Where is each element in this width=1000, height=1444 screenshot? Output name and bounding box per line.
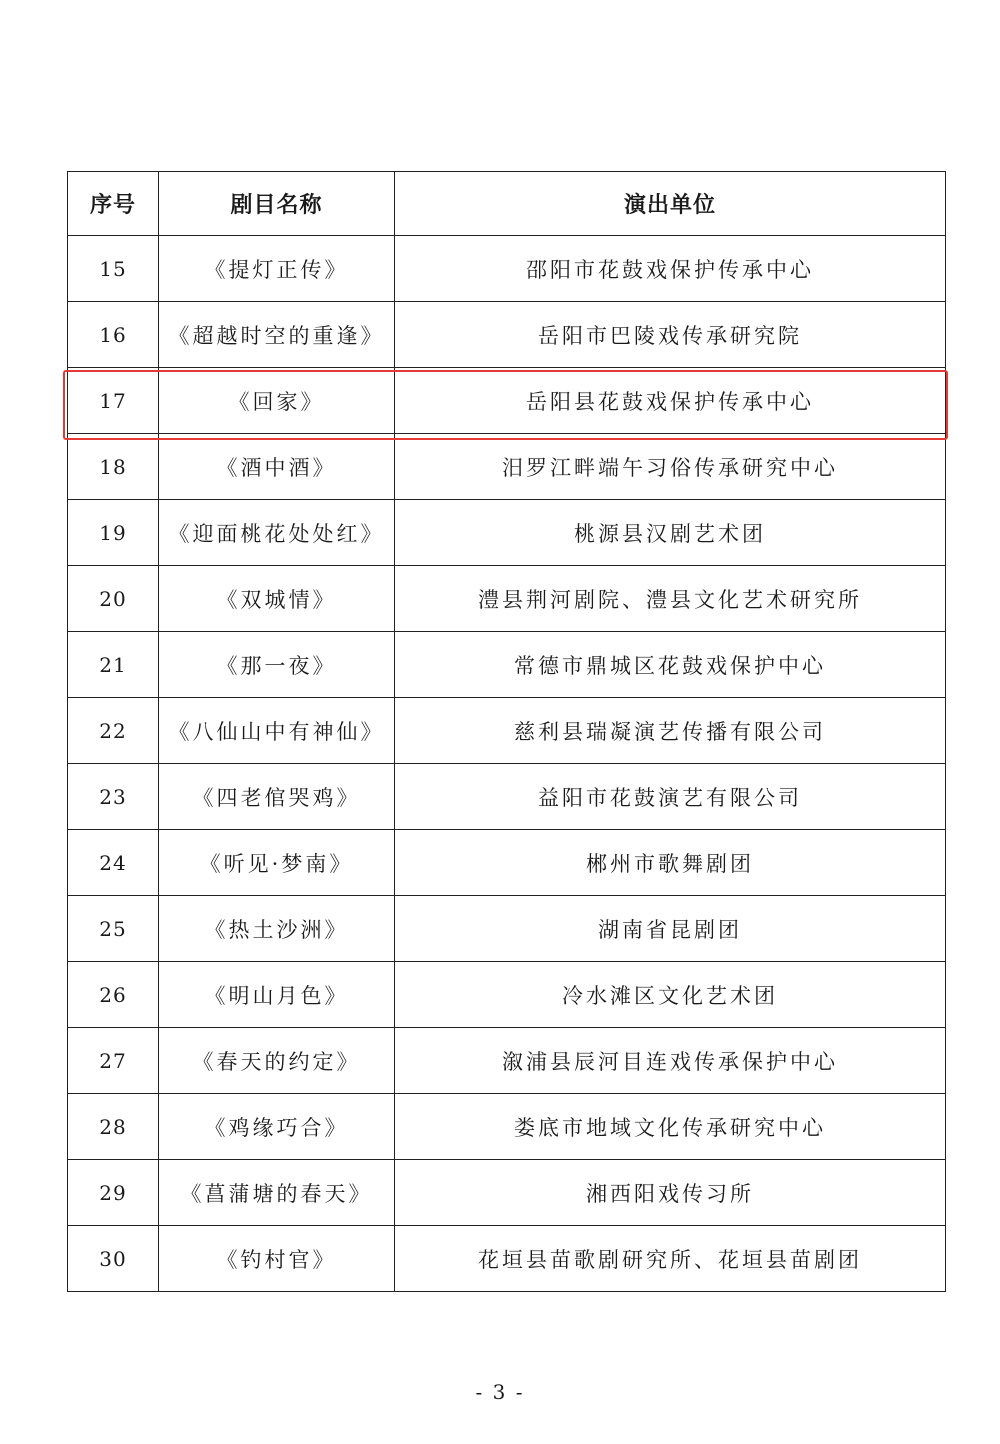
- cell-title: 《四老倌哭鸡》: [159, 764, 395, 830]
- cell-serial: 26: [68, 962, 159, 1028]
- cell-title: 《春天的约定》: [159, 1028, 395, 1094]
- table-row: [68, 830, 946, 896]
- cell-title: 《钓村官》: [159, 1226, 395, 1292]
- header-serial: 序号: [68, 172, 159, 236]
- cell-serial: 21: [68, 632, 159, 698]
- cell-serial: 25: [68, 896, 159, 962]
- table-row: [68, 764, 946, 830]
- cell-unit: 常德市鼎城区花鼓戏保护中心: [395, 632, 946, 698]
- cell-serial: 27: [68, 1028, 159, 1094]
- cell-unit: 汨罗江畔端午习俗传承研究中心: [395, 434, 946, 500]
- cell-unit: 邵阳市花鼓戏保护传承中心: [395, 236, 946, 302]
- table-row-highlighted: [68, 368, 946, 434]
- table-row: [68, 1226, 946, 1292]
- cell-unit: 冷水滩区文化艺术团: [395, 962, 946, 1028]
- cell-title: 《回家》: [159, 368, 395, 434]
- table-row: [68, 1094, 946, 1160]
- table-row: [68, 236, 946, 302]
- table-row: [68, 302, 946, 368]
- program-table-container: [67, 171, 945, 1292]
- table-row: [68, 962, 946, 1028]
- cell-unit: 岳阳县花鼓戏保护传承中心: [395, 368, 946, 434]
- header-unit: 演出单位: [395, 172, 946, 236]
- cell-serial: 23: [68, 764, 159, 830]
- cell-unit: 岳阳市巴陵戏传承研究院: [395, 302, 946, 368]
- table-row: [68, 434, 946, 500]
- cell-title: 《鸡缘巧合》: [159, 1094, 395, 1160]
- cell-unit: 桃源县汉剧艺术团: [395, 500, 946, 566]
- header-title: 剧目名称: [159, 172, 395, 236]
- cell-unit: 花垣县苗歌剧研究所、花垣县苗剧团: [395, 1226, 946, 1292]
- cell-unit: 澧县荆河剧院、澧县文化艺术研究所: [395, 566, 946, 632]
- cell-title: 《迎面桃花处处红》: [159, 500, 395, 566]
- program-table: [67, 171, 946, 1292]
- cell-unit: 湘西阳戏传习所: [395, 1160, 946, 1226]
- cell-title: 《听见·梦南》: [159, 830, 395, 896]
- table-row: [68, 698, 946, 764]
- table-row: [68, 632, 946, 698]
- cell-serial: 15: [68, 236, 159, 302]
- cell-serial: 24: [68, 830, 159, 896]
- table-row: [68, 1028, 946, 1094]
- cell-title: 《明山月色》: [159, 962, 395, 1028]
- table-row: [68, 566, 946, 632]
- cell-serial: 30: [68, 1226, 159, 1292]
- cell-title: 《热土沙洲》: [159, 896, 395, 962]
- cell-unit: 娄底市地域文化传承研究中心: [395, 1094, 946, 1160]
- cell-unit: 益阳市花鼓演艺有限公司: [395, 764, 946, 830]
- cell-title: 《菖蒲塘的春天》: [159, 1160, 395, 1226]
- cell-serial: 22: [68, 698, 159, 764]
- table-row: [68, 500, 946, 566]
- table-row: [68, 1160, 946, 1226]
- table-header-row: [68, 172, 946, 236]
- cell-serial: 28: [68, 1094, 159, 1160]
- cell-unit: 郴州市歌舞剧团: [395, 830, 946, 896]
- cell-unit: 湖南省昆剧团: [395, 896, 946, 962]
- cell-unit: 慈利县瑞凝演艺传播有限公司: [395, 698, 946, 764]
- cell-title: 《那一夜》: [159, 632, 395, 698]
- cell-title: 《双城情》: [159, 566, 395, 632]
- cell-serial: 29: [68, 1160, 159, 1226]
- cell-serial: 16: [68, 302, 159, 368]
- cell-title: 《超越时空的重逢》: [159, 302, 395, 368]
- page-number: - 3 -: [475, 1380, 525, 1404]
- cell-serial: 19: [68, 500, 159, 566]
- cell-unit: 溆浦县辰河目连戏传承保护中心: [395, 1028, 946, 1094]
- cell-title: 《八仙山中有神仙》: [159, 698, 395, 764]
- cell-serial: 17: [68, 368, 159, 434]
- cell-title: 《提灯正传》: [159, 236, 395, 302]
- cell-serial: 18: [68, 434, 159, 500]
- cell-serial: 20: [68, 566, 159, 632]
- table-row: [68, 896, 946, 962]
- cell-title: 《酒中酒》: [159, 434, 395, 500]
